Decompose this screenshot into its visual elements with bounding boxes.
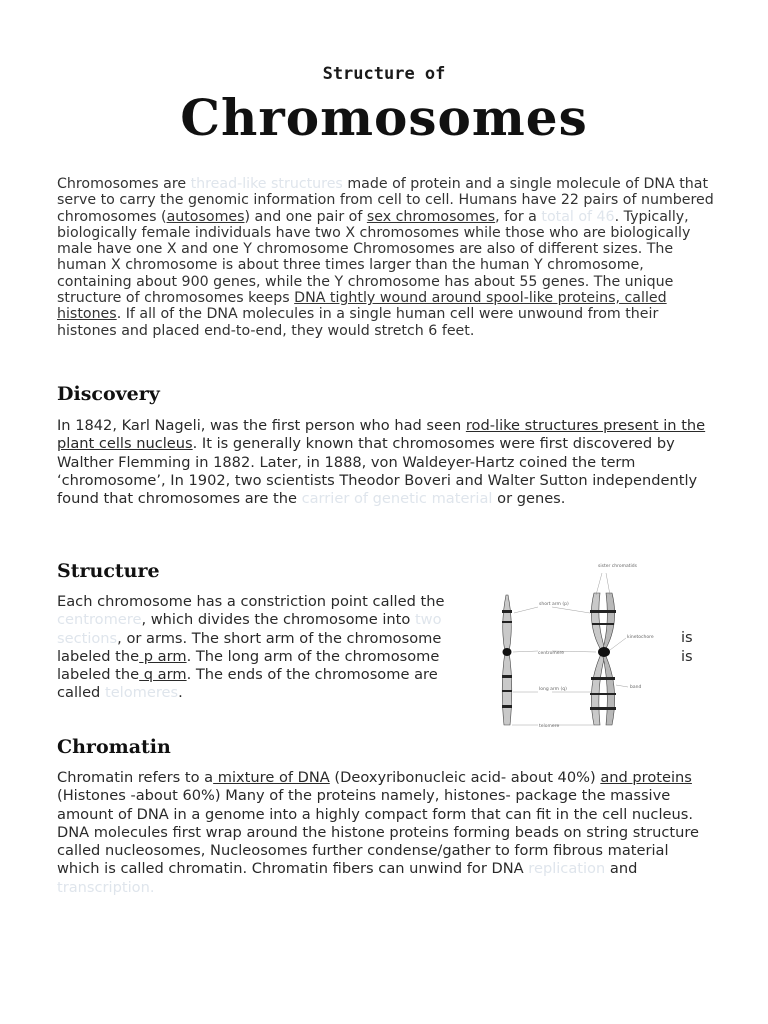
label-centromere: centromere	[538, 651, 565, 656]
chromatin-paragraph	[57, 769, 707, 897]
link-q-arm[interactable]: q arm	[139, 666, 187, 684]
link-mixture-of-dna[interactable]: mixture of DNA	[213, 769, 330, 786]
link-carrier-of-genetic-material[interactable]: carrier of genetic material	[301, 490, 493, 508]
page-subtitle: Structure of	[322, 64, 446, 84]
label-sister-chromatids: sister chromatids	[598, 564, 637, 569]
link-replication[interactable]: replication	[528, 860, 606, 878]
structure-stray-is-1: is	[681, 629, 693, 646]
chromatin-text-3: (Histones -about 60%) Many of the proteins namely, histones- package the massive amount of DNA in a genome into a highly compact form that can fit in the cell nucleus. DNA molecules first wrap around the histone proteins forming beads on string structure called nucleosomes, Nucleosomes further condense/gather to form fibrous material which is called chromatin. Chromatin fibers can unwind for DNA	[57, 787, 700, 878]
intro-text-3: ) and one pair of	[244, 208, 367, 225]
chromosome-diagram	[490, 555, 670, 735]
chromatin-text-4: and	[605, 860, 638, 878]
intro-text-4: , for a	[495, 208, 542, 225]
label-kinetochore: kinetochore	[627, 635, 654, 640]
chromatin-text-1: Chromatin refers to a	[57, 769, 214, 786]
link-telomeres[interactable]: telomeres	[104, 684, 179, 702]
link-sex-chromosomes[interactable]: sex chromosomes	[366, 208, 496, 225]
label-short-arm: short arm (p)	[539, 602, 569, 607]
structure-text-2: , which divides the chromosome into	[141, 611, 415, 629]
structure-stray-is-2: is	[681, 648, 693, 665]
link-two-sections[interactable]: two sections	[57, 611, 442, 647]
discovery-heading: Discovery	[57, 383, 160, 405]
intro-paragraph	[57, 176, 715, 339]
intro-text-5: . Typically, biologically female individuals have two X chromosomes while those who are biologically male have one X and one Y chromosome Chromosomes are also of different sizes. The human X chromosome is about three times larger than the human Y chromosome, containing about 900 genes, while the Y chromosome has about 55 genes. The unique structure of chromosomes keeps	[57, 208, 691, 307]
intro-text-6: . If all of the DNA molecules in a single human cell were unwound from their histones and placed end-to-end, they would stretch 6 feet.	[57, 306, 659, 339]
replicated-chromosome	[590, 593, 616, 725]
link-total-of-46[interactable]: total of 46	[541, 208, 615, 225]
link-transcription[interactable]: transcription.	[57, 878, 155, 896]
label-long-arm: long arm (q)	[539, 687, 567, 692]
link-centromere[interactable]: centromere	[57, 611, 142, 629]
link-rod-like-structures[interactable]: rod-like structures present in the plant cells nucleus	[57, 417, 706, 453]
discovery-text-1: In 1842, Karl Nageli, was the first person who had seen	[57, 417, 466, 434]
discovery-text-3: or genes.	[492, 490, 566, 508]
structure-paragraph	[57, 593, 477, 703]
structure-text-1: Each chromosome has a constriction point called the	[57, 593, 445, 610]
page-title: Chromosomes	[180, 88, 588, 147]
structure-text-3: , or arms. The short arm of the chromosome labeled the	[57, 629, 442, 665]
label-telomere: telomere	[539, 724, 560, 729]
structure-text-4: . The long arm of the chromosome labeled the	[57, 647, 440, 684]
label-band: band	[630, 685, 642, 690]
structure-heading: Structure	[57, 560, 160, 582]
discovery-text-2: . It is generally known that chromosomes were first discovered by Walther Flemming in 1882. Later, in 1888, von Waldeyer-Hartz coined the term ‘chromosome’, In 1902, two scientists Theodor Boveri and Walter Sutton independently found that chromosomes are the	[57, 435, 698, 508]
chromatin-heading: Chromatin	[57, 736, 171, 758]
discovery-paragraph	[57, 417, 707, 508]
structure-text-6: .	[178, 684, 183, 702]
single-chromosome	[502, 595, 512, 725]
intro-text-1: Chromosomes are	[57, 176, 191, 192]
link-dna-histones[interactable]: DNA tightly wound around spool-like proteins, called histones	[57, 290, 667, 323]
structure-text-5: . The ends of the chromosome are called	[57, 666, 438, 702]
link-thread-like-structures[interactable]: thread-like structures	[190, 176, 343, 192]
intro-text-2: made of protein and a single molecule of DNA that serve to carry the genomic information from cell to cell. Humans have 22 pairs of numbered chromosomes (	[57, 176, 714, 225]
link-and-proteins[interactable]: and proteins	[600, 769, 692, 786]
chromatin-text-2: (Deoxyribonucleic acid- about 40%)	[329, 769, 601, 786]
link-autosomes[interactable]: autosomes	[166, 208, 245, 225]
link-p-arm[interactable]: p arm	[139, 647, 187, 665]
